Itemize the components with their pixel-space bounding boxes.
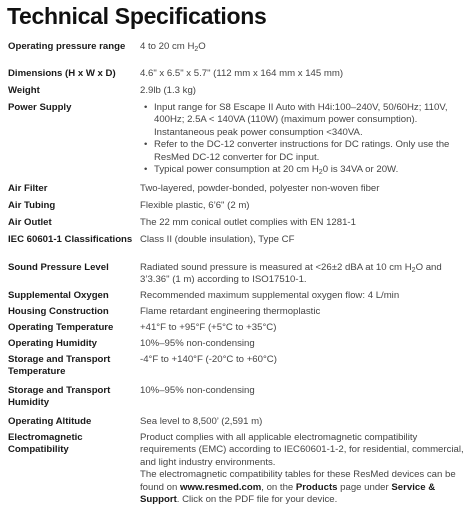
spec-row-dimensions <box>8 68 466 85</box>
spec-label: Operating Temperature <box>8 322 114 333</box>
spec-value: 10%–95% non-condensing <box>140 385 255 396</box>
spec-value: Flame retardant engineering thermoplastic <box>140 306 321 317</box>
spec-row-emc <box>8 432 466 506</box>
spec-label: Sound Pressure Level <box>8 262 109 273</box>
spec-value <box>140 102 466 176</box>
spec-value <box>140 432 466 506</box>
power-bullet-list <box>140 102 466 176</box>
spec-label: Power Supply <box>8 102 72 113</box>
spec-label: Housing Construction <box>8 306 109 317</box>
spec-value: 10%–95% non-condensing <box>140 338 255 349</box>
spec-value: Recommended maximum supplemental oxygen flow: 4 L/min <box>140 290 400 301</box>
spec-value: +41°F to +95°F (+5°C to +35°C) <box>140 322 277 333</box>
spec-row-oxygen <box>8 290 466 306</box>
spec-value: 4 to 20 cm $H_2O$ <box>140 41 206 53</box>
spec-label: Electromagnetic Compatibility <box>8 432 83 456</box>
spec-row-tubing <box>8 200 466 217</box>
spec-row-housing <box>8 306 466 322</box>
spec-table <box>8 41 466 506</box>
list-item: • Refer to the DC-12 converter instructions for DC ratings. Only use the ResMed DC-12 converter for DC input. <box>154 139 466 164</box>
spec-value: The 22 mm conical outlet complies with EN 1281-1 <box>140 217 356 228</box>
service-support-label: Service & Support <box>140 481 436 506</box>
spec-row-iec <box>8 234 466 262</box>
spec-row-filter <box>8 183 466 200</box>
list-item: • Input range for S8 Escape II Auto with H4i:100–240V, 50/60Hz; 110V, 400Hz; 2.5A < 140VA (110W) (maximum power consumption). Instantaneous peak power consumption <340VA. <box>154 102 466 139</box>
spec-value: 2.9lb (1.3 kg) <box>140 85 196 96</box>
spec-label: Operating pressure range <box>8 41 126 52</box>
list-item: • Typical power consumption at 20 cm $H_20$ is 34VA or 20W. <box>154 164 466 176</box>
spec-value: 4.6" x 6.5" x 5.7" (112 mm x 164 mm x 145 mm) <box>140 68 344 79</box>
spec-label: Supplemental Oxygen <box>8 290 109 301</box>
spec-label: Storage and Transport Temperature <box>8 354 111 378</box>
spec-row-pressure <box>8 41 466 68</box>
spec-value: Two-layered, powder-bonded, polyester non-woven fiber <box>140 183 380 194</box>
spec-label: Air Tubing <box>8 200 56 211</box>
spec-value: Flexible plastic, 6’6" (2 m) <box>140 200 250 211</box>
spec-value: Sea level to 8,500’ (2,591 m) <box>140 416 263 427</box>
spec-label: Air Outlet <box>8 217 52 228</box>
emc-paragraph: The electromagnetic compatibility tables for these ResMed devices can be found on www.resmed.com, on the Products page under Service & Support. Click on the PDF file for your device. <box>140 469 456 506</box>
spec-label: Weight <box>8 85 40 96</box>
spec-value: -4°F to +140°F (-20°C to +60°C) <box>140 354 277 365</box>
spec-row-storage-humidity <box>8 385 466 416</box>
products-label: Products <box>295 481 338 493</box>
spec-label: Storage and Transport Humidity <box>8 385 111 409</box>
spec-row-power <box>8 102 466 183</box>
spec-row-altitude <box>8 416 466 432</box>
spec-row-outlet <box>8 217 466 234</box>
spec-label: IEC 60601-1 Classifications <box>8 234 133 245</box>
spec-label: Operating Altitude <box>8 416 92 427</box>
spec-row-sound <box>8 262 466 290</box>
emc-paragraph: Product complies with all applicable electromagnetic compatibility requirements (EMC) according to IEC60601-1-2, for residential, commercial, and light industry environments. <box>140 432 464 468</box>
resmed-link[interactable]: www.resmed.com <box>180 481 262 493</box>
spec-row-operating-temperature <box>8 322 466 338</box>
spec-label: Operating Humidity <box>8 338 98 349</box>
spec-row-storage-temperature <box>8 354 466 385</box>
spec-value: Class II (double insulation), Type CF <box>140 234 295 245</box>
spec-value: Radiated sound pressure is measured at <26±2 dBA at 10 cm $H_2O$ and 3’3.36" (1 m) according to ISO17510-1. <box>140 262 442 286</box>
spec-row-weight <box>8 85 466 102</box>
page-title: Technical Specifications <box>7 3 267 29</box>
spec-label: Dimensions (H x W x D) <box>8 68 116 79</box>
spec-label: Air Filter <box>8 183 48 194</box>
spec-row-operating-humidity <box>8 338 466 354</box>
